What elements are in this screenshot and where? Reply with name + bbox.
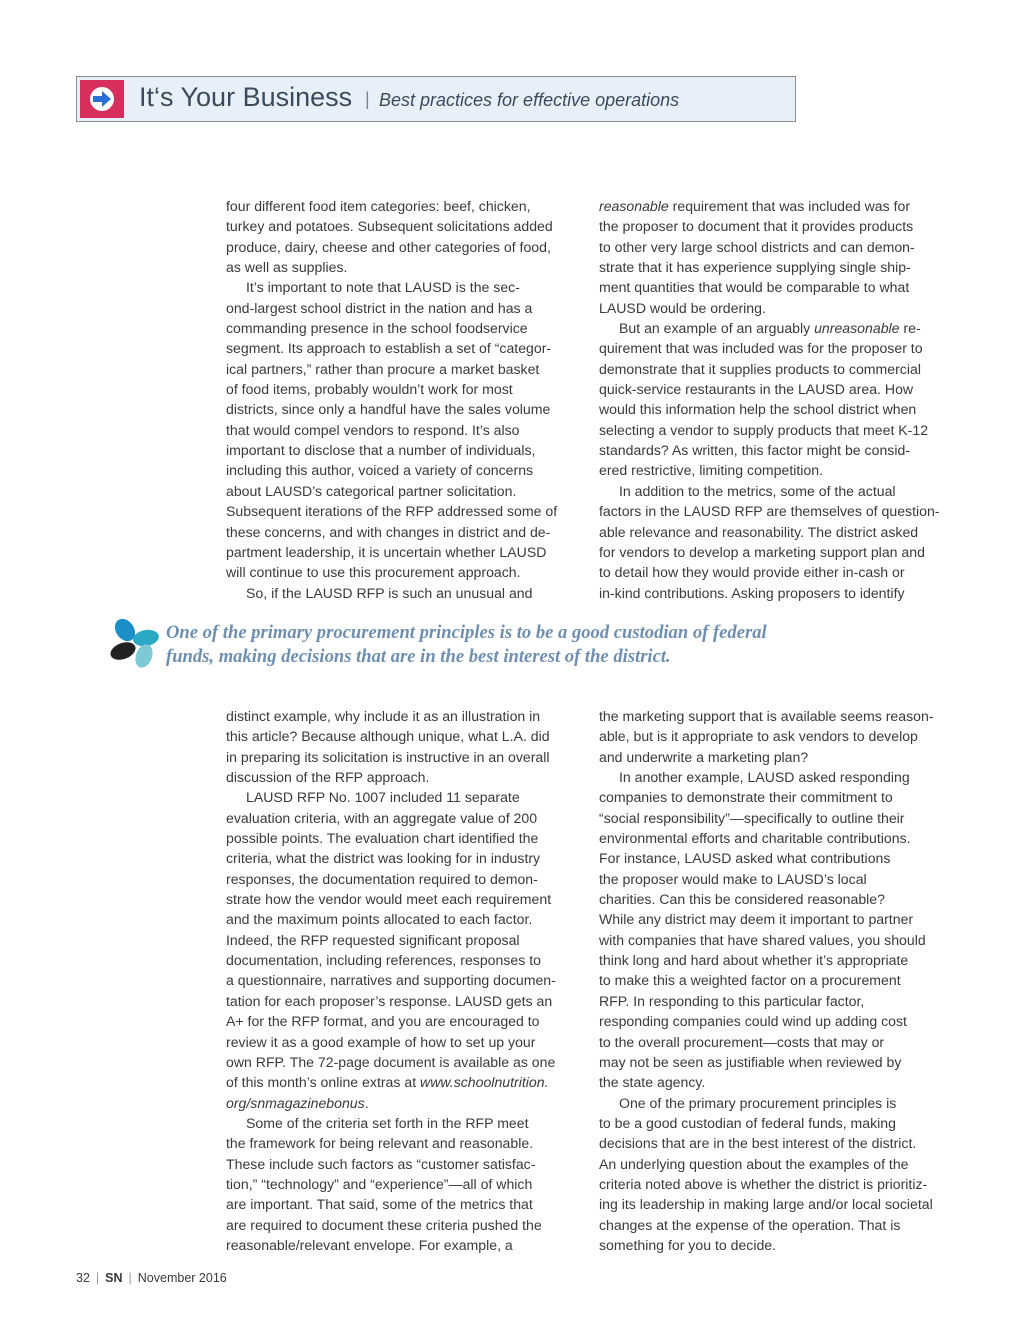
footer-separator: | xyxy=(95,1271,100,1285)
text-line: One of the primary procurement principles is xyxy=(619,1094,897,1111)
text-line: changes at the expense of the operation. That is xyxy=(599,1216,901,1233)
text-line: charities. Can this be considered reasonable? xyxy=(599,891,885,908)
text-line: to the overall procurement—costs that may or xyxy=(599,1033,885,1050)
pull-quote-line: funds, making decisions that are in the best interest of the district. xyxy=(166,646,671,667)
text-line: that would compel vendors to respond. It’s also xyxy=(226,421,520,438)
text-line: of food items, probably wouldn’t work for most xyxy=(226,381,513,398)
section-header xyxy=(76,76,796,122)
text-line: about LAUSD’s categorical partner solicitation. xyxy=(226,482,517,499)
text-line: to other very large school districts and can demon- xyxy=(599,238,915,255)
text-line: produce, dairy, cheese and other categories of food, xyxy=(226,238,551,255)
text-line: think long and hard about whether it’s appropriate xyxy=(599,952,909,969)
text-line: ered restrictive, limiting competition. xyxy=(599,462,824,479)
text-segment: . xyxy=(364,1094,369,1111)
text-line: the proposer to document that it provides products xyxy=(599,218,914,235)
text-line: tation for each proposer’s response. LAUSD gets an xyxy=(226,992,553,1009)
text-line: environmental efforts and charitable contributions. xyxy=(599,830,911,847)
text-line: and the maximum points allocated to each factor. xyxy=(226,911,533,928)
text-line: LAUSD would be ordering. xyxy=(599,299,766,316)
text-line: reasonable/relevant envelope. For example, a xyxy=(226,1236,513,1253)
text-line: These include such factors as “customer satisfac- xyxy=(226,1155,536,1172)
text-line: partment leadership, it is uncertain whether LAUSD xyxy=(226,543,547,560)
text-line: a questionnaire, narratives and supporting documen- xyxy=(226,972,556,989)
text-line: companies to demonstrate their commitment to xyxy=(599,789,893,806)
text-line: responding companies could wind up adding cost xyxy=(599,1013,907,1030)
page-number: 32 xyxy=(76,1271,90,1285)
pull-quote xyxy=(166,621,966,669)
text-line: turkey and potatoes. Subsequent solicitations added xyxy=(226,218,553,235)
text-line: commanding presence in the school foodservice xyxy=(226,320,528,337)
section-title: It‘s Your Business xyxy=(139,82,353,112)
text-line: documentation, including references, responses to xyxy=(226,952,541,969)
text-line: quick-service restaurants in the LAUSD area. How xyxy=(599,381,914,398)
text-line: and underwrite a marketing plan? xyxy=(599,748,809,765)
text-line: evaluation criteria, with an aggregate value of 200 xyxy=(226,809,538,826)
text-line: selecting a vendor to supply products that meet K-12 xyxy=(599,421,929,438)
text-line: Subsequent iterations of the RFP addressed some of xyxy=(226,503,558,520)
text-line: strate that it has experience supplying single ship- xyxy=(599,259,911,276)
text-line: segment. Its approach to establish a set of “categor- xyxy=(226,340,552,357)
text-line: standards? As written, this factor might be consid- xyxy=(599,442,910,459)
text-line xyxy=(226,1072,578,1092)
emphasis-text: www.schoolnutrition. xyxy=(420,1074,549,1091)
text-line: It’s important to note that LAUSD is the sec- xyxy=(246,279,520,296)
text-line: the marketing support that is available seems reason- xyxy=(599,708,934,724)
text-line: demonstrate that it supplies products to commercial xyxy=(599,360,921,377)
text-line: the proposer would make to LAUSD’s local xyxy=(599,870,867,887)
magazine-brand: SN xyxy=(105,1271,123,1285)
text-line: Indeed, the RFP requested significant proposal xyxy=(226,931,520,948)
header-separator: | xyxy=(365,89,370,109)
text-line: In addition to the metrics, some of the actual xyxy=(619,482,896,499)
text-line: responses, the documentation required to demon- xyxy=(226,870,538,887)
text-line: criteria, what the district was looking for in industry xyxy=(226,850,541,867)
text-line: ond-largest school district in the nation and has a xyxy=(226,299,533,316)
text-line: strate how the vendor would meet each requirement xyxy=(226,891,552,908)
text-segment: re- xyxy=(899,320,921,337)
text-segment: But an example of an arguably xyxy=(619,320,815,337)
text-line: are required to document these criteria pushed the xyxy=(226,1216,542,1233)
text-line: in preparing its solicitation is instructive in an overall xyxy=(226,748,550,765)
text-line: ing its leadership in making large and/or local societal xyxy=(599,1196,933,1213)
text-line: own RFP. The 72-page document is available as one xyxy=(226,1053,556,1070)
text-line: are important. That said, some of the metrics that xyxy=(226,1196,533,1213)
text-line: For instance, LAUSD asked what contributions xyxy=(599,850,891,867)
text-line: these concerns, and with changes in district and de- xyxy=(226,523,551,540)
text-line: including this author, voiced a variety of concerns xyxy=(226,462,534,479)
text-line: will continue to use this procurement approach. xyxy=(226,564,521,581)
text-line: An underlying question about the examples of the xyxy=(599,1155,909,1172)
text-line: criteria noted above is whether the district is prioritiz- xyxy=(599,1175,928,1192)
pinwheel-icon xyxy=(108,618,160,668)
text-line: “social responsibility”—specifically to outline their xyxy=(599,809,905,826)
text-line: In another example, LAUSD asked responding xyxy=(619,769,910,786)
article-column-bottom-right xyxy=(599,706,951,1255)
text-line: decisions that are in the best interest of the district. xyxy=(599,1135,917,1152)
article-column-top-right xyxy=(599,196,951,603)
text-line: in-kind contributions. Asking proposers to identify xyxy=(599,584,905,601)
emphasis-text: reasonable xyxy=(599,198,669,214)
text-line: to be a good custodian of federal funds, making xyxy=(599,1114,896,1131)
text-line: While any district may deem it important to partner xyxy=(599,911,914,928)
text-segment: requirement that was included was for xyxy=(668,198,911,214)
footer-separator: | xyxy=(128,1271,132,1285)
text-line xyxy=(226,1093,578,1113)
text-line: able relevance and reasonability. The district asked xyxy=(599,523,919,540)
emphasis-text: org/snmagazinebonus xyxy=(226,1094,365,1111)
text-line: the framework for being relevant and reasonable. xyxy=(226,1135,534,1152)
text-line: LAUSD RFP No. 1007 included 11 separate xyxy=(246,789,520,806)
text-line: four different food item categories: beef, chicken, xyxy=(226,198,531,214)
text-line: quirement that was included was for the proposer to xyxy=(599,340,923,357)
article-column-bottom-left xyxy=(226,706,578,1255)
text-line: would this information help the school district when xyxy=(599,401,917,418)
text-line: important to disclose that a number of individuals, xyxy=(226,442,536,459)
text-line: something for you to decide. xyxy=(599,1236,777,1253)
text-line: Some of the criteria set forth in the RFP meet xyxy=(246,1114,529,1131)
arrow-right-icon xyxy=(80,80,124,118)
text-line: able, but is it appropriate to ask vendors to develop xyxy=(599,728,918,745)
text-line: to make this a weighted factor on a procurement xyxy=(599,972,901,989)
text-line: RFP. In responding to this particular factor, xyxy=(599,992,865,1009)
text-line: A+ for the RFP format, and you are encouraged to xyxy=(226,1013,540,1030)
text-line: as well as supplies. xyxy=(226,259,348,276)
text-line: possible points. The evaluation chart identified the xyxy=(226,830,539,847)
emphasis-text: unreasonable xyxy=(814,320,900,337)
text-line: this article? Because although unique, what L.A. did xyxy=(226,728,550,745)
pull-quote-line: One of the primary procurement principles is to be a good custodian of federal xyxy=(166,622,767,643)
text-line: districts, since only a handful have the sales volume xyxy=(226,401,551,418)
text-line xyxy=(599,196,951,216)
article-column-top-left xyxy=(226,196,578,603)
text-segment: of this month’s online extras at xyxy=(226,1074,421,1091)
text-line: tion,” “technology” and “experience”—all of which xyxy=(226,1175,533,1192)
text-line: ment quantities that would be comparable to what xyxy=(599,279,910,296)
text-line: with companies that have shared values, you should xyxy=(599,931,926,948)
text-line: to detail how they would provide either in-cash or xyxy=(599,564,905,581)
text-line: distinct example, why include it as an illustration in xyxy=(226,708,541,724)
text-line: the state agency. xyxy=(599,1074,706,1091)
section-subtitle: Best practices for effective operations xyxy=(379,90,680,110)
text-line: may not be seen as justifiable when reviewed by xyxy=(599,1053,902,1070)
issue-date: November 2016 xyxy=(137,1271,227,1285)
text-line: for vendors to develop a marketing support plan and xyxy=(599,543,925,560)
page-footer xyxy=(76,1271,227,1285)
text-line xyxy=(599,318,951,338)
text-line: review it as a good example of how to set up your xyxy=(226,1033,536,1050)
text-line: ical partners,” rather than procure a market basket xyxy=(226,360,540,377)
text-line: So, if the LAUSD RFP is such an unusual and xyxy=(246,584,533,601)
text-line: factors in the LAUSD RFP are themselves of question- xyxy=(599,503,940,520)
text-line: discussion of the RFP approach. xyxy=(226,769,430,786)
